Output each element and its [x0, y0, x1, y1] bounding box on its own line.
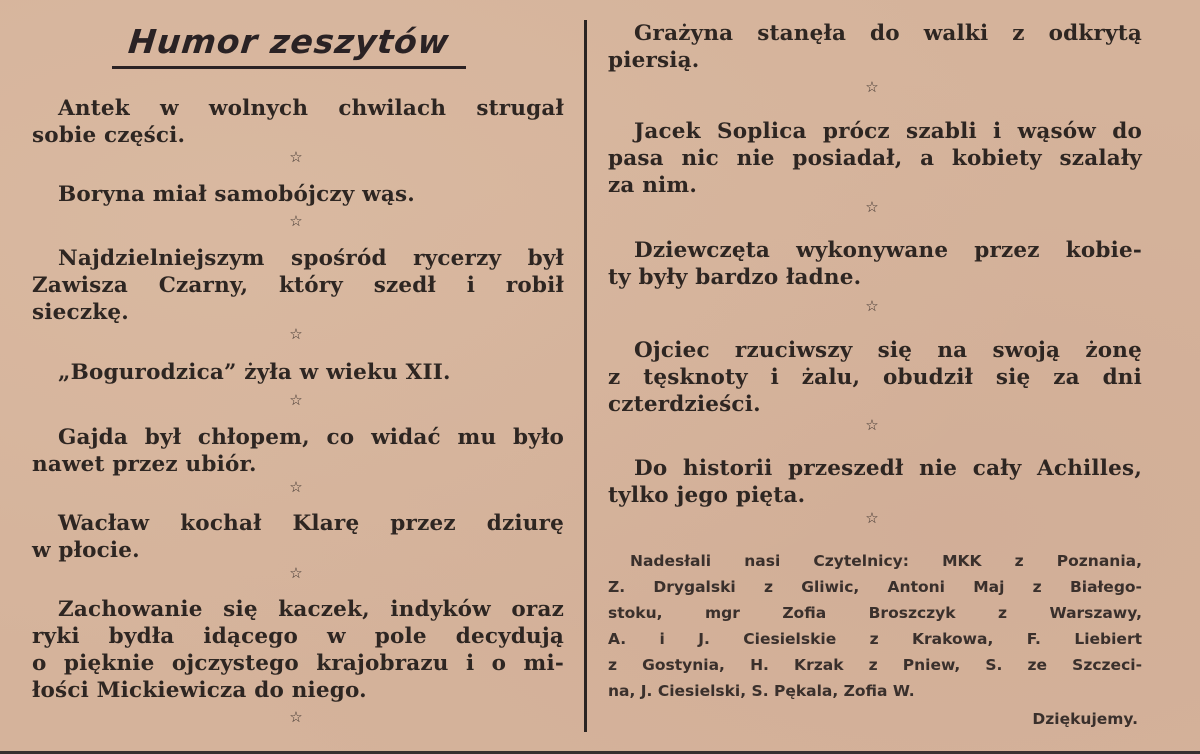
joke-line: Gajda był chłopem, co widać mu było	[58, 425, 564, 450]
credits-line: na, J. Ciesielski, S. Pękala, Zofia W.	[608, 682, 915, 700]
thanks-note: Dziękujemy.	[1032, 710, 1138, 728]
column-heading	[112, 22, 466, 69]
joke-line: w płocie.	[32, 538, 140, 563]
star-separator-icon: ☆	[865, 198, 879, 216]
joke-line: piersią.	[608, 48, 700, 73]
joke-line: Dziewczęta wykonywane przez kobie-	[634, 238, 1142, 263]
joke-line: ty były bardzo ładne.	[608, 265, 862, 290]
star-separator-icon: ☆	[289, 564, 303, 582]
joke-item	[32, 510, 564, 564]
joke-item	[32, 181, 564, 208]
credits-line: A. i J. Ciesielskie z Krakowa, F. Liebiert	[608, 630, 1142, 648]
star-separator-icon: ☆	[289, 148, 303, 166]
joke-item	[32, 359, 564, 386]
joke-line: sobie części.	[32, 123, 186, 148]
joke-line: pasa nic nie posiadał, a kobiety szalały	[608, 146, 1142, 171]
star-separator-icon: ☆	[865, 297, 879, 315]
joke-line: Boryna miał samobójczy wąs.	[58, 182, 415, 207]
joke-line: z tęsknoty i żalu, obudził się za dni	[608, 365, 1142, 390]
joke-item	[32, 95, 564, 149]
credits-line: Nadesłali nasi Czytelnicy: MKK z Poznania,	[630, 552, 1142, 570]
joke-line: czterdzieści.	[608, 392, 761, 417]
joke-line: „Bogurodzica” żyła w wieku XII.	[58, 360, 451, 385]
joke-line: Wacław kochał Klarę przez dziurę	[58, 511, 564, 536]
joke-line: Zawisza Czarny, który szedł i robił	[32, 273, 564, 298]
joke-line: o pięknie ojczystego krajobrazu i o mi-	[32, 651, 564, 676]
credits-line: Z. Drygalski z Gliwic, Antoni Maj z Białego-	[608, 578, 1142, 596]
joke-line: tylko jego pięta.	[608, 483, 806, 508]
page-title: Humor zeszytów	[126, 22, 452, 61]
column-divider	[584, 20, 587, 732]
star-separator-icon: ☆	[289, 212, 303, 230]
joke-line: Najdzielniejszym spośród rycerzy był	[58, 246, 564, 271]
joke-line: ryki bydła idącego w pole decydują	[32, 624, 564, 649]
joke-line: nawet przez ubiór.	[32, 452, 257, 477]
star-separator-icon: ☆	[865, 78, 879, 96]
joke-item	[608, 237, 1142, 291]
star-separator-icon: ☆	[289, 391, 303, 409]
star-separator-icon: ☆	[289, 478, 303, 496]
reader-credits	[608, 548, 1142, 732]
credits-line: z Gostynia, H. Krzak z Pniew, S. ze Szczeci-	[608, 656, 1142, 674]
joke-item	[32, 596, 564, 704]
joke-line: Jacek Soplica prócz szabli i wąsów do	[634, 119, 1142, 144]
title-underline	[112, 66, 466, 69]
joke-item	[608, 118, 1142, 199]
joke-line: za nim.	[608, 173, 698, 198]
credits-line: stoku, mgr Zofia Broszczyk z Warszawy,	[608, 604, 1142, 622]
joke-item	[608, 337, 1142, 418]
joke-line: łości Mickiewicza do niego.	[32, 678, 367, 703]
star-separator-icon: ☆	[289, 325, 303, 343]
joke-line: Antek w wolnych chwilach strugał	[58, 96, 564, 121]
joke-item	[608, 455, 1142, 509]
star-separator-icon: ☆	[865, 416, 879, 434]
joke-line: Ojciec rzuciwszy się na swoją żonę	[634, 338, 1142, 363]
joke-item	[32, 245, 564, 326]
joke-line: Grażyna stanęła do walki z odkrytą	[634, 21, 1142, 46]
joke-line: Do historii przeszedł nie cały Achilles,	[634, 456, 1142, 481]
star-separator-icon: ☆	[865, 509, 879, 527]
joke-line: Zachowanie się kaczek, indyków oraz	[58, 597, 564, 622]
star-separator-icon: ☆	[289, 708, 303, 726]
joke-item	[608, 20, 1142, 74]
joke-line: sieczkę.	[32, 300, 129, 325]
joke-item	[32, 424, 564, 478]
